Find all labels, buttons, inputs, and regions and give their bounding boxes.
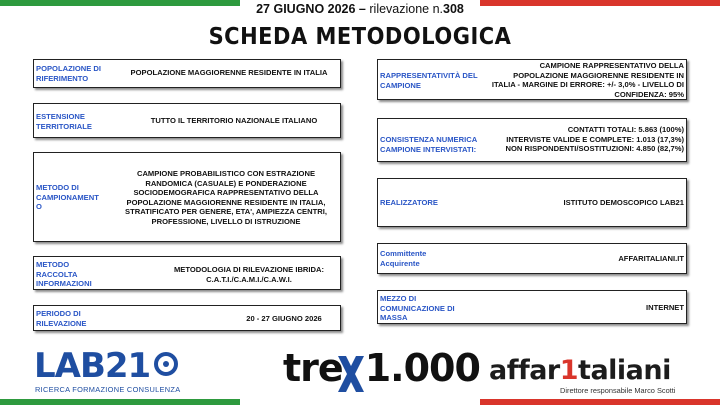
box-realizzatore: [377, 178, 687, 227]
trex-logo: [283, 346, 480, 390]
box-label: Committente Acquirente: [380, 249, 427, 268]
flag-green-bottom: [0, 399, 240, 405]
box-raccolta: [33, 256, 341, 290]
box-value: CAMPIONE RAPPRESENTATIVO DELLA POPOLAZIONE MAGGIORENNE RESIDENTE IN ITALIA - MARGINE DI ERRORE: +/- 3,0% - LIVELLO DI CONFIDENZA: 95%: [491, 61, 684, 99]
lab21-tagline: RICERCA FORMAZIONE CONSULENZA: [35, 385, 181, 394]
aff-one: 1: [559, 355, 579, 386]
box-label: REALIZZATORE: [380, 198, 438, 207]
consistenza-line: NON RISPONDENTI/SOSTITUZIONI: 4.850 (82,7%): [505, 144, 684, 153]
aff-text-b: taliani: [578, 355, 671, 386]
aff-director: Direttore responsabile Marco Scotti: [560, 386, 676, 395]
lab21-logo: [34, 348, 184, 398]
survey-date: 27 GIUGNO 2026 – rilevazione n.308: [256, 2, 464, 16]
box-label: METODO DI CAMPIONAMENT O: [36, 183, 99, 211]
box-popolazione: [33, 59, 341, 88]
box-label: METODO RACCOLTA INFORMAZIONI: [36, 260, 92, 288]
target-icon: [154, 352, 178, 376]
box-value: INTERNET: [646, 303, 684, 312]
box-label: ESTENSIONE TERRITORIALE: [36, 112, 92, 131]
trex-text-a: tre: [283, 346, 343, 390]
box-rappresentativita: [377, 59, 687, 100]
box-periodo: [33, 305, 341, 331]
box-label: MEZZO DI COMUNICAZIONE DI MASSA: [380, 294, 455, 322]
x-mark-icon: [336, 354, 366, 394]
box-label: POPOLAZIONE DI RIFERIMENTO: [36, 64, 101, 83]
page-title: SCHEDA METODOLOGICA: [208, 22, 512, 50]
lab21-wordmark: LAB21: [34, 346, 151, 386]
box-label: PERIODO DI RILEVAZIONE: [36, 309, 87, 328]
box-estensione: [33, 103, 341, 138]
box-value: AFFARITALIANI.IT: [618, 254, 684, 263]
box-value: 20 - 27 GIUGNO 2026: [246, 314, 322, 323]
aff-text-a: affar: [489, 355, 560, 386]
box-consistenza: [377, 118, 687, 162]
box-value: [490, 125, 684, 154]
box-campionamento: [33, 152, 341, 242]
affaritaliani-logo: [489, 356, 671, 386]
box-committente: [377, 243, 687, 274]
box-label: RAPPRESENTATIVITÀ DEL CAMPIONE: [380, 71, 478, 90]
trex-text-b: 1.000: [364, 346, 480, 390]
box-label: CONSISTENZA NUMERICA CAMPIONE INTERVISTATI:: [380, 135, 477, 154]
box-value: TUTTO IL TERRITORIO NAZIONALE ITALIANO: [150, 116, 318, 125]
box-value: ISTITUTO DEMOSCOPICO LAB21: [563, 198, 684, 207]
box-value: CAMPIONE PROBABILISTICO CON ESTRAZIONE RANDOMICA (CASUALE) E PONDERAZIONE SOCIODEMOGRAFICA RAPPRESENTATIVO DELLA POPOLAZIONE MAGGIORENNE RESIDENTE IN ITALIA, STRATIFICATO PER GENERE, ETA', AMPIEZZA CENTRI, PROFESSIONE, LIVELLO DI ISTRUZIONE: [125, 169, 327, 226]
consistenza-line: CONTATTI TOTALI: 5.863 (100%): [567, 125, 684, 134]
box-value: POPOLAZIONE MAGGIORENNE RESIDENTE IN ITALIA: [130, 68, 328, 77]
box-value: METODOLOGIA DI RILEVAZIONE IBRIDA: C.A.T.I./C.A.M.I./C.A.W.I.: [173, 265, 325, 284]
box-mezzo: [377, 290, 687, 324]
consistenza-line: INTERVISTE VALIDE E COMPLETE: 1.013 (17,3%): [506, 134, 684, 144]
flag-red-bottom: [480, 399, 720, 405]
